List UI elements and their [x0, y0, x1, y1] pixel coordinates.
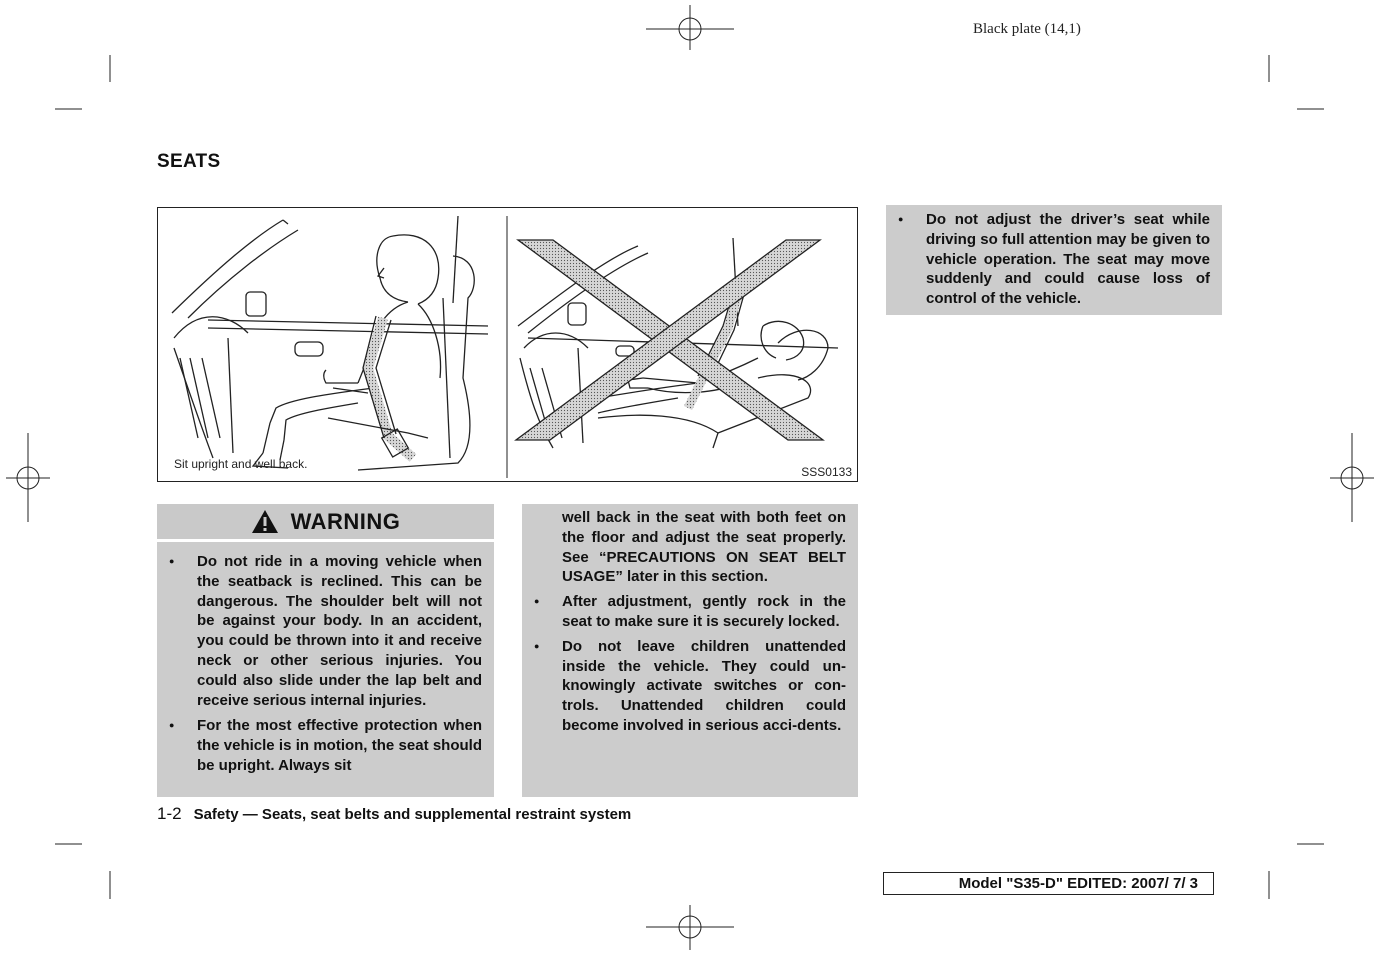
warning-triangle-icon [251, 509, 279, 534]
figure-caption: Sit upright and well back. [174, 457, 308, 471]
reclined-drawing [516, 238, 838, 448]
warning-header [157, 504, 494, 542]
list-item: ● For the most effective protection when the vehicle is in motion, the seat should be upright. Always sit [157, 716, 494, 775]
upright-drawing [172, 216, 488, 470]
section-title: SEATS [157, 151, 221, 172]
page-number: 1-2 [157, 804, 182, 823]
list-item: ● Do not leave children unattended inside the vehicle. They could un-knowingly activate switches or con-trols. Unattended children could become involved in serious acci-dents. [522, 637, 858, 736]
continuation-text: well back in the seat with both feet on the floor and adjust the seat properly. See “PRECAUTIONS ON SEAT BELT USAGE” later in this section. [562, 509, 846, 586]
footer-title: Safety — Seats, seat belts and supplemental restraint system [193, 806, 632, 823]
list-item: ● Do not adjust the driver’s seat while driving so full attention may be given to vehicle operation. The seat may move suddenly and could cause loss of control of the vehicle. [886, 210, 1222, 309]
warning-list [157, 542, 494, 776]
page-footer [157, 804, 631, 824]
list-item: ● Do not ride in a moving vehicle when the seatback is reclined. This can be dangerous. The shoulder belt will not be against your body. In an accident, you could be thrown into it and receive neck or other serious injuries. You could also slide under the lap belt and receive serious internal injuries. [157, 552, 494, 710]
plate-label: Black plate (14,1) [973, 21, 1081, 37]
list-item: ● After adjustment, gently rock in the seat to make sure it is securely locked. [522, 592, 858, 632]
seat-drawings [158, 208, 858, 482]
warning-continuation [522, 504, 858, 797]
warning-box [157, 504, 494, 797]
seat-illustration [157, 207, 858, 482]
warning-title: WARNING [290, 508, 401, 534]
figure-code: SSS0133 [801, 465, 852, 479]
side-warning [886, 205, 1222, 315]
model-edited-box: Model "S35-D" EDITED: 2007/ 7/ 3 [883, 872, 1214, 895]
